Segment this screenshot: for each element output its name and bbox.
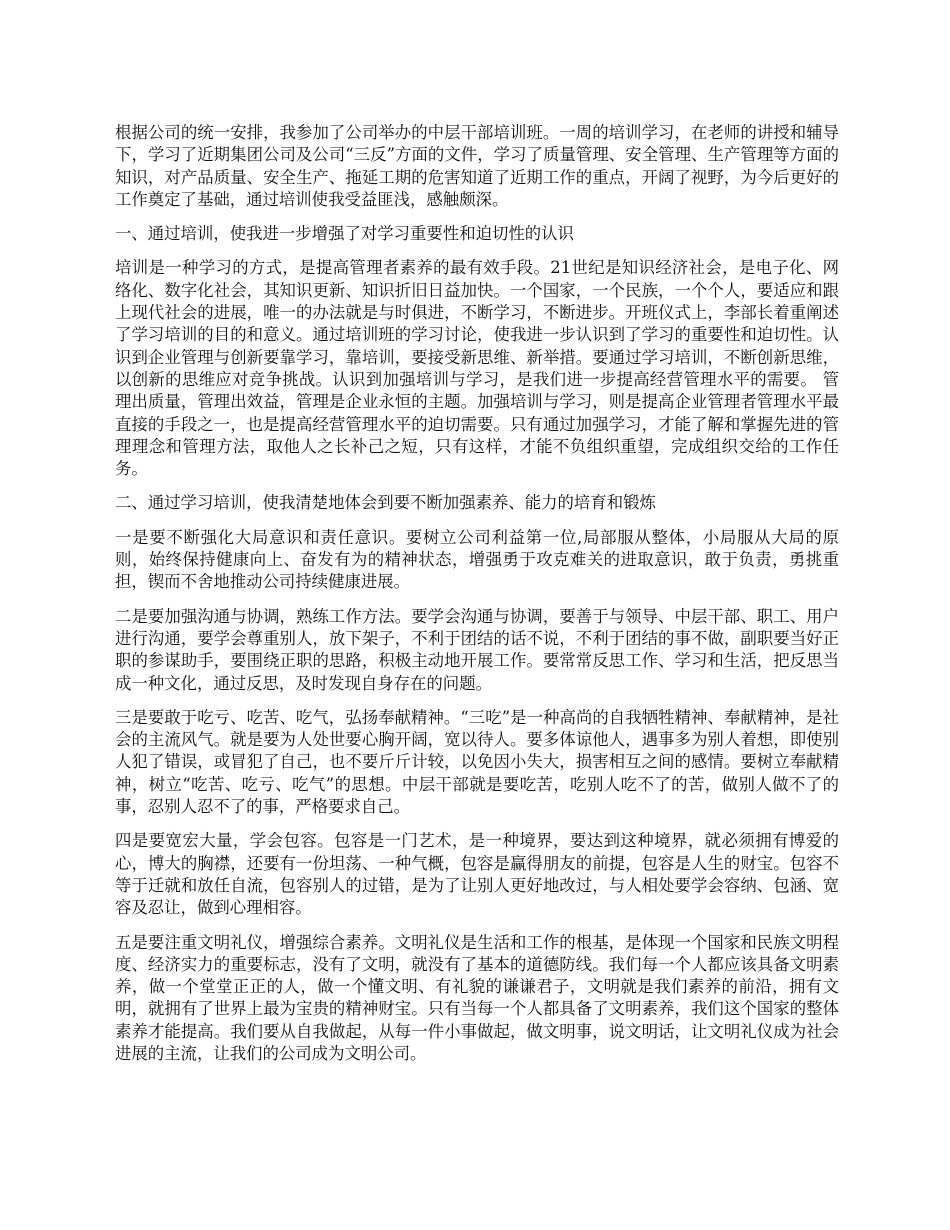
point-2-paragraph: 二是要加强沟通与协调，熟练工作方法。要学会沟通与协调，要善于与领导、中层干部、职工、用户进行沟通，要学会尊重别人，放下架子，不利于团结的话不说，不利于团结的事不做，副职要当好正职的参谋助手，要围绕正职的思路，积极主动地开展工作。要常常反思工作、学习和生活，把反思当成一种文化，通过反思，及时发现自身存在的问题。 [115, 606, 839, 693]
section-1-paragraph: 培训是一种学习的方式，是提高管理者素养的最有效手段。21世纪是知识经济社会，是电子化、网络化、数字化社会，其知识更新、知识折旧日益加快。一个国家，一个民族，一个个人，要适应和跟上现代社会的进展，唯一的办法就是与时俱进，不断学习，不断进步。开班仪式上，李部长着重阐述了学习培训的目的和意义。通过培训班的学习讨论，使我进一步认识到了学习的重要性和迫切性。认识到企业管理与创新要靠学习，靠培训，要接受新思维、新举措。要通过学习培训，不断创新思维，以创新的思维应对竞争挑战。认识到加强培训与学习，是我们进一步提高经营管理水平的需要。 管理出质量，管理出效益，管理是企业永恒的主题。加强培训与学习，则是提高企业管理者管理水平最直接的手段之一，也是提高经营管理水平的迫切需要。只有通过加强学习，才能了解和掌握先进的管理理念和管理方法，取他人之长补己之短，只有这样，才能不负组织重望，完成组织交给的工作任务。 [115, 258, 839, 479]
document-body [115, 122, 839, 1077]
section-1-heading: 一、通过培训，使我进一步增强了对学习重要性和迫切性的认识 [115, 224, 574, 244]
point-1-paragraph: 一是要不断强化大局意识和责任意识。要树立公司利益第一位,局部服从整体，小局服从大局的原则，始终保持健康向上、奋发有为的精神状态，增强勇于攻克难关的进取意识，敢于负责，勇挑重担，锲而不舍地推动公司持续健康进展。 [115, 527, 839, 592]
point-5-paragraph: 五是要注重文明礼仪，增强综合素养。文明礼仪是生活和工作的根基，是体现一个国家和民族文明程度、经济实力的重要标志，没有了文明，就没有了基本的道德防线。我们每一个人都应该具备文明素养，做一个堂堂正正的人，做一个懂文明、有礼貌的谦谦君子，文明就是我们素养的前沿，拥有文明，就拥有了世界上最为宝贵的精神财宝。只有当每一个人都具备了文明素养，我们这个国家的整体素养才能提高。我们要从自我做起，从每一件小事做起，做文明事，说文明话，让文明礼仪成为社会进展的主流，让我们的公司成为文明公司。 [115, 932, 839, 1063]
point-3-paragraph: 三是要敢于吃亏、吃苦、吃气，弘扬奉献精神。“三吃”是一种高尚的自我牺牲精神、奉献精神，是社会的主流风气。就是要为人处世要心胸开阔，宽以待人。要多体谅他人，遇事多为别人着想，即使别人犯了错误，或冒犯了自己，也不要斤斤计较，以免因小失大，损害相互之间的感情。要树立奉献精神，树立“吃苦、吃亏、吃气”的思想。中层干部就是要吃苦，吃别人吃不了的苦，做别人做不了的事，忍别人忍不了的事，严格要求自己。 [115, 707, 839, 817]
intro-paragraph: 根据公司的统一安排，我参加了公司举办的中层干部培训班。一周的培训学习，在老师的讲授和辅导下，学习了近期集团公司及公司“三反”方面的文件，学习了质量管理、安全管理、生产管理等方面的知识，对产品质量、安全生产、拖延工期的危害知道了近期工作的重点，开阔了视野，为今后更好的工作奠定了基础，通过培训使我受益匪浅，感触颇深。 [115, 123, 839, 209]
point-4-paragraph: 四是要宽宏大量，学会包容。包容是一门艺术，是一种境界，要达到这种境界，就必须拥有博爱的心，博大的胸襟，还要有一份坦荡、一种气概，包容是赢得朋友的前提，包容是人生的财宝。包容不等于迁就和放任自流，包容别人的过错，是为了让别人更好地改过，与人相处要学会容纳、包涵、宽容及忍让，做到心理相容。 [115, 831, 839, 918]
section-2-heading: 二、通过学习培训，使我清楚地体会到要不断加强素养、能力的培育和锻炼 [115, 493, 656, 513]
